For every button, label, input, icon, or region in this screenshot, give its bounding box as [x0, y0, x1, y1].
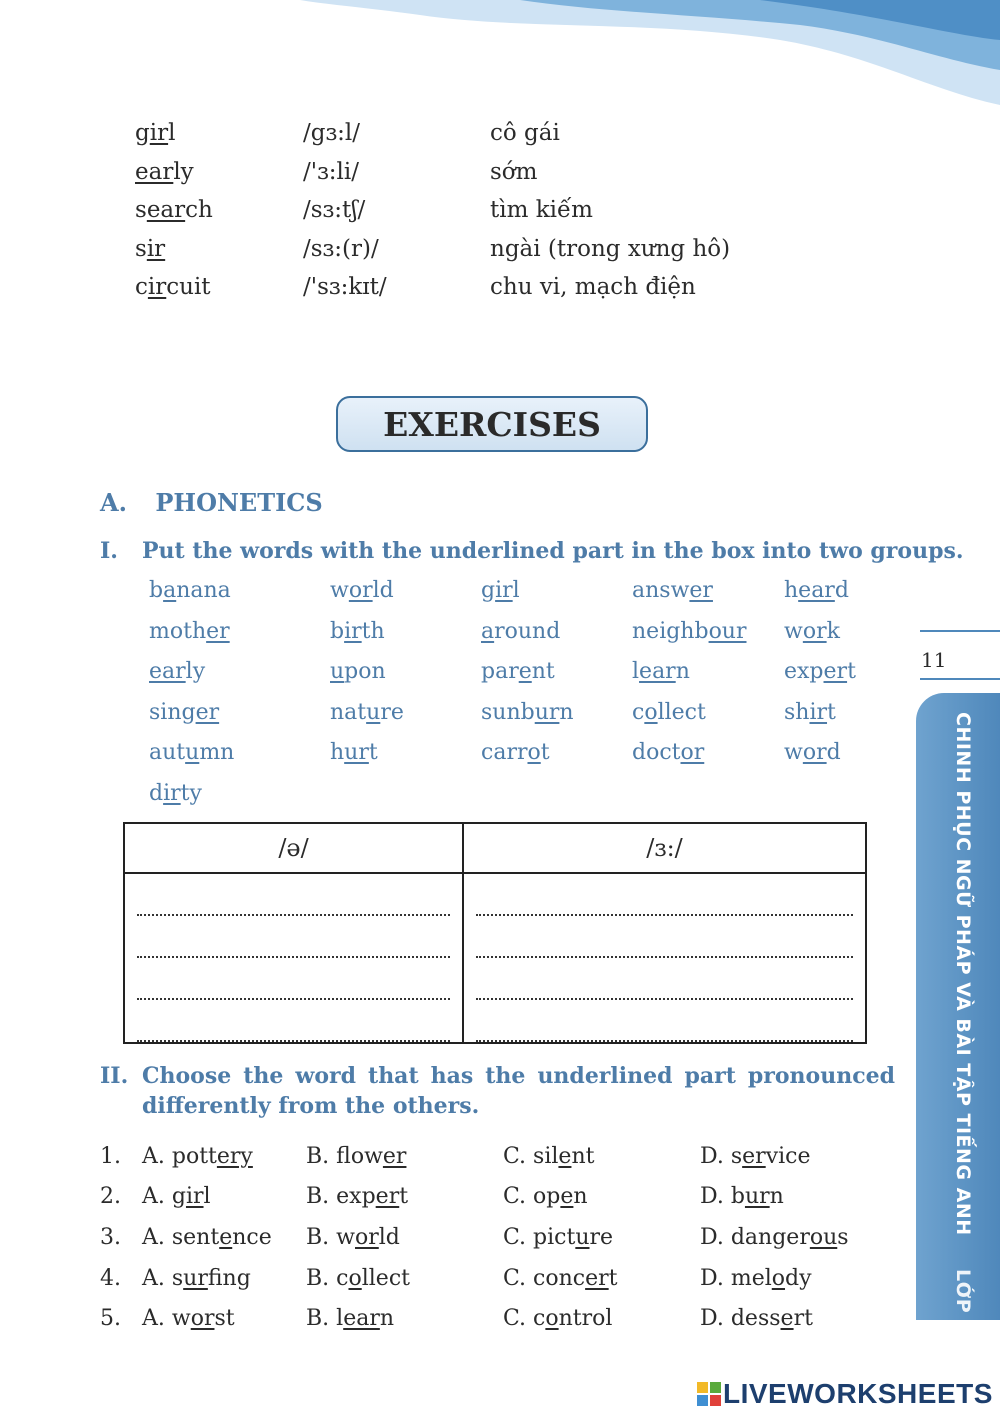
answer-option[interactable]: [306, 1225, 503, 1250]
vocab-meaning: cô gái: [490, 120, 560, 147]
section-a-heading: [100, 488, 323, 517]
underlined-part: ir: [185, 1184, 204, 1210]
underlined-part: u: [366, 699, 381, 725]
option-letter: B.: [306, 1306, 337, 1332]
question-row: [100, 1258, 860, 1299]
side-grade: LỚP 7 - TẬP 1: [952, 1268, 974, 1420]
underlined-part: our: [708, 618, 747, 644]
word-box-item: sunburn: [481, 699, 574, 725]
vocab-meaning: sớm: [490, 158, 538, 185]
word-box-item: banana: [149, 578, 231, 603]
liveworksheets-logo[interactable]: [697, 1378, 993, 1410]
underlined-part: e: [780, 1306, 794, 1332]
underlined-part: or: [348, 578, 373, 603]
exercises-title: EXERCISES: [383, 404, 601, 444]
word-box-item: collect: [632, 699, 706, 725]
vocab-row: [135, 268, 755, 307]
liveworksheets-logo-text: LIVEWORKSHEETS: [723, 1378, 993, 1409]
question-row: [100, 1177, 860, 1218]
answer-option[interactable]: [503, 1266, 700, 1291]
word-box-item: hurt: [330, 740, 378, 765]
vocab-meaning: ngài (trong xưng hô): [490, 235, 731, 262]
part-2-heading: [100, 1063, 895, 1119]
option-letter: B.: [306, 1143, 337, 1169]
option-word: girl: [171, 1184, 211, 1210]
underlined-part: a: [163, 578, 177, 603]
vocab-ipa: /gɜ:l/: [303, 120, 361, 147]
question-row: [100, 1298, 860, 1339]
option-letter: A.: [142, 1265, 172, 1291]
part-2-number: II.: [100, 1063, 129, 1089]
answer-option[interactable]: [142, 1266, 306, 1291]
answer-option[interactable]: [503, 1225, 700, 1250]
question-number: 1.: [100, 1143, 121, 1169]
underlined-part: ir: [495, 578, 513, 603]
part-1-instruction: Put the words with the underlined part in the box into two groups.: [142, 538, 964, 564]
underlined-part: or: [802, 618, 827, 644]
underlined-part: u: [330, 659, 345, 684]
underlined-part: e: [518, 659, 532, 684]
underlined-part: o: [348, 1265, 362, 1291]
word-box-item: learn: [632, 659, 690, 684]
answer-line[interactable]: [137, 958, 450, 1000]
question-number: 5.: [100, 1306, 121, 1332]
option-word: open: [533, 1184, 588, 1210]
vocab-ipa: /'sɜ:kɪt/: [303, 274, 387, 301]
word-box-item: carrot: [481, 740, 550, 765]
word-box-item: work: [784, 618, 840, 644]
word-box-item: nature: [330, 699, 404, 725]
underlined-part: ear: [798, 578, 835, 603]
underlined-part: o: [527, 740, 541, 765]
underlined-part: or: [680, 740, 705, 765]
underlined-part: u: [185, 740, 200, 765]
underlined-part: a: [481, 618, 495, 644]
liveworksheets-logo-icon: [697, 1382, 721, 1406]
option-word: worst: [171, 1306, 235, 1332]
part-2-instruction-line2: differently from the others.: [142, 1093, 480, 1119]
word-box-item: mother: [149, 618, 230, 644]
vocab-word: search: [135, 197, 213, 224]
vocab-row: [135, 191, 755, 230]
group-header-er: /ɜ:/: [463, 823, 866, 873]
answer-option[interactable]: [700, 1225, 850, 1250]
option-word: burn: [730, 1184, 784, 1210]
vocab-word: circuit: [135, 274, 211, 301]
option-letter: B.: [306, 1265, 337, 1291]
answer-option[interactable]: [503, 1306, 700, 1331]
underlined-part: ur: [344, 740, 369, 765]
word-box-item: early: [149, 659, 206, 684]
option-word: dangerous: [730, 1224, 849, 1250]
option-word: picture: [533, 1224, 614, 1250]
part-1-heading: [100, 538, 964, 564]
underlined-part: ir: [146, 235, 166, 262]
answer-option[interactable]: [306, 1184, 503, 1209]
underlined-part: ear: [146, 197, 186, 224]
underlined-part: er: [742, 1143, 766, 1169]
option-letter: D.: [700, 1265, 731, 1291]
option-word: world: [336, 1224, 400, 1250]
option-letter: A.: [142, 1224, 172, 1250]
option-letter: D.: [700, 1224, 731, 1250]
answer-option[interactable]: [142, 1144, 306, 1169]
underlined-part: er: [823, 659, 848, 684]
option-letter: C.: [503, 1184, 534, 1210]
word-box-item: shirt: [784, 699, 836, 725]
word-box-item: upon: [330, 659, 386, 684]
answer-option[interactable]: [306, 1266, 503, 1291]
section-a-letter: A.: [100, 488, 127, 517]
option-letter: A.: [142, 1143, 172, 1169]
vocab-meaning: chu vi, mạch điện: [490, 274, 696, 301]
word-box-item: expert: [784, 659, 856, 684]
word-box-item: birth: [330, 618, 385, 644]
word-box-item: singer: [149, 699, 220, 725]
answer-option[interactable]: [503, 1144, 700, 1169]
group-answer-cell-er[interactable]: [463, 873, 866, 1043]
side-book-title: [944, 712, 974, 1420]
word-box-item: world: [330, 578, 394, 603]
answer-option[interactable]: [142, 1225, 306, 1250]
option-letter: C.: [503, 1224, 534, 1250]
option-word: flower: [336, 1143, 407, 1169]
section-a-title: PHONETICS: [155, 488, 323, 517]
vocab-word: girl: [135, 120, 176, 147]
answer-option[interactable]: [306, 1144, 503, 1169]
question-row: [100, 1217, 860, 1258]
answer-line[interactable]: [137, 1000, 450, 1042]
answer-option[interactable]: [700, 1184, 850, 1209]
option-word: pottery: [171, 1143, 253, 1169]
option-word: control: [533, 1306, 613, 1332]
underlined-part: er: [585, 1265, 609, 1291]
underlined-part: or: [802, 740, 827, 765]
option-word: dessert: [730, 1306, 813, 1332]
answer-option[interactable]: [306, 1306, 503, 1331]
option-word: concert: [533, 1265, 618, 1291]
page-number-rule-bottom: [920, 678, 1000, 680]
vocab-ipa: /'ɜ:li/: [303, 158, 359, 185]
question-number: 3.: [100, 1224, 121, 1250]
option-word: expert: [336, 1184, 409, 1210]
option-letter: D.: [700, 1184, 731, 1210]
underlined-part: o: [771, 1265, 786, 1291]
word-box-item: heard: [784, 578, 849, 603]
answer-option[interactable]: [503, 1184, 700, 1209]
question-row: [100, 1136, 860, 1177]
vocab-ipa: /sɜ:tʃ/: [303, 197, 366, 224]
question-list: [100, 1136, 860, 1339]
option-word: silent: [533, 1143, 595, 1169]
answer-line[interactable]: [476, 916, 853, 958]
answer-option[interactable]: [700, 1266, 850, 1291]
option-letter: A.: [142, 1184, 172, 1210]
underlined-part: ear: [639, 659, 676, 684]
vocab-meaning: tìm kiếm: [490, 197, 593, 224]
option-letter: C.: [503, 1306, 534, 1332]
vocab-word: early: [135, 158, 194, 185]
vocab-row: [135, 230, 755, 269]
underlined-part: er: [382, 1143, 407, 1169]
underlined-part: ir: [344, 618, 362, 644]
underlined-part: ur: [534, 699, 560, 725]
answer-line[interactable]: [476, 874, 853, 916]
option-letter: B.: [306, 1224, 337, 1250]
option-word: surfing: [171, 1265, 251, 1291]
word-box-item: parent: [481, 659, 555, 684]
underlined-part: ir: [163, 780, 181, 806]
underlined-part: ear: [149, 659, 186, 684]
underlined-part: er: [195, 699, 220, 725]
word-box: [149, 578, 909, 808]
page-number: 11: [921, 648, 947, 672]
option-word: service: [730, 1143, 811, 1169]
underlined-part: er: [689, 578, 713, 603]
underlined-part: ir: [809, 699, 828, 725]
part-2-instruction-line1: Choose the word that has the underlined part pronounced: [142, 1063, 895, 1089]
underlined-part: er: [375, 1184, 400, 1210]
underlined-part: ir: [147, 274, 167, 301]
word-box-item: dirty: [149, 780, 202, 806]
word-box-item: doctor: [632, 740, 705, 765]
underlined-part: ery: [216, 1143, 253, 1169]
option-word: sentence: [171, 1224, 272, 1250]
answer-line[interactable]: [137, 916, 450, 958]
vocabulary-list: [135, 114, 755, 307]
sound-groups-table: [123, 822, 867, 1044]
group-answer-cell-schwa[interactable]: [124, 873, 463, 1043]
option-letter: A.: [142, 1306, 172, 1332]
side-title: CHINH PHỤC NGỮ PHÁP VÀ BÀI TẬP TIẾNG ANH: [952, 712, 974, 1236]
answer-option[interactable]: [700, 1306, 850, 1331]
answer-line[interactable]: [137, 874, 450, 916]
answer-option[interactable]: [142, 1184, 306, 1209]
word-box-item: word: [784, 740, 841, 765]
answer-option[interactable]: [142, 1306, 306, 1331]
vocab-ipa: /sɜ:(r)/: [303, 235, 379, 262]
page-number-rule-top: [920, 630, 1000, 632]
word-box-item: answer: [632, 578, 713, 603]
underlined-part: e: [558, 1143, 572, 1169]
option-letter: C.: [503, 1143, 534, 1169]
option-letter: D.: [700, 1143, 731, 1169]
answer-line[interactable]: [476, 958, 853, 1000]
word-box-item: girl: [481, 578, 520, 603]
underlined-part: e: [219, 1224, 233, 1250]
underlined-part: o: [644, 699, 658, 725]
word-box-item: around: [481, 618, 561, 644]
underlined-part: o: [545, 1306, 559, 1332]
word-box-item: neighbour: [632, 618, 747, 644]
underlined-part: or: [355, 1224, 379, 1250]
underlined-part: ur: [183, 1265, 208, 1291]
option-word: collect: [336, 1265, 410, 1291]
underlined-part: ur: [744, 1184, 770, 1210]
vocab-row: [135, 153, 755, 192]
underlined-part: e: [560, 1184, 574, 1210]
exercises-title-box: [336, 396, 648, 452]
option-letter: B.: [306, 1184, 337, 1210]
question-number: 2.: [100, 1184, 121, 1210]
part-1-number: I.: [100, 538, 118, 564]
vocab-row: [135, 114, 755, 153]
underlined-part: ear: [135, 158, 174, 185]
option-word: melody: [730, 1265, 812, 1291]
group-header-schwa: /ə/: [124, 823, 463, 873]
vocab-word: sir: [135, 235, 166, 262]
answer-option[interactable]: [700, 1144, 850, 1169]
underlined-part: u: [575, 1224, 590, 1250]
question-number: 4.: [100, 1265, 121, 1291]
word-box-item: autumn: [149, 740, 235, 765]
option-letter: C.: [503, 1265, 534, 1291]
answer-line[interactable]: [476, 1000, 853, 1042]
underlined-part: er: [206, 618, 230, 644]
underlined-part: ear: [343, 1306, 380, 1332]
underlined-part: ir: [149, 120, 169, 147]
underlined-part: or: [190, 1306, 215, 1332]
underlined-part: ou: [809, 1224, 838, 1250]
option-word: learn: [336, 1306, 395, 1332]
option-letter: D.: [700, 1306, 731, 1332]
header-wave-decoration: [0, 0, 1000, 120]
